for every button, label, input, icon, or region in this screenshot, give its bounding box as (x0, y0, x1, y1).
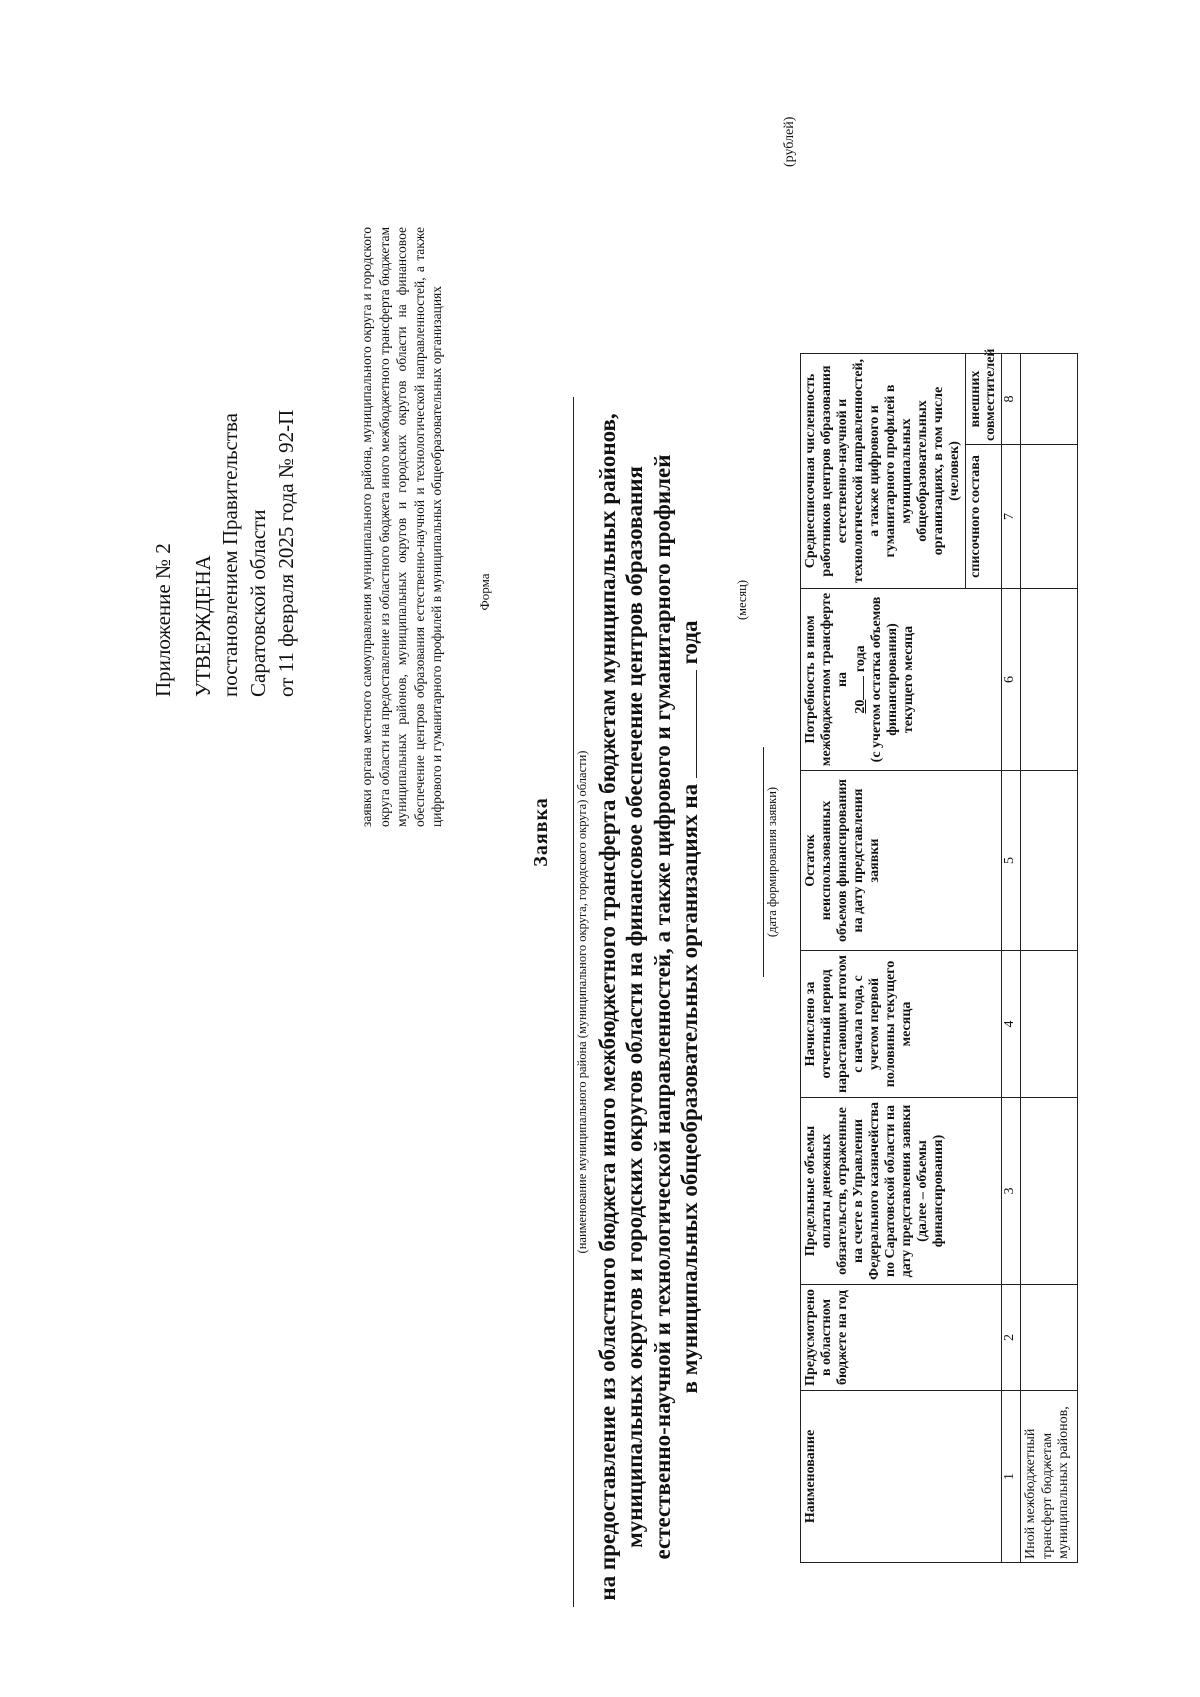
table-cell (1021, 1098, 1078, 1285)
heading-line-1: на предоставление из областного бюджета иного межбюджетного трансферта бюджетам муниципальных районов, (595, 413, 620, 1601)
table-cell (1021, 354, 1078, 445)
col-number: 3 (1002, 1098, 1021, 1285)
month-blank (678, 670, 697, 778)
header-need-part-b: (с учетом остатка объемов финансирования) текущего месяца (868, 596, 916, 763)
currency-note: (рублей) (782, 116, 797, 167)
heading-line-3: естественно-научной и технологической направленностей, а также цифрового и гуманитарного профилей (649, 454, 675, 1560)
header-need-year-blank (851, 676, 864, 700)
col-number: 7 (1002, 445, 1021, 589)
blank-margin-cell (801, 33, 1078, 354)
approved-label: УТВЕРЖДЕНА (190, 555, 215, 697)
table-header-row (801, 33, 966, 1563)
table-cell (1021, 1285, 1078, 1391)
col-number: 8 (1002, 354, 1021, 445)
header-need (801, 589, 1002, 771)
municipality-name-line (573, 397, 574, 1607)
row-label: Иной межбюджетный трансферт бюджетам муниципальных районов, (1021, 1391, 1078, 1563)
approval-line-2: Саратовской области (246, 509, 271, 697)
heading-line-4-start: в муниципальных общеобразовательных организациях на (677, 783, 703, 1394)
date-line (763, 747, 764, 977)
appendix-number: Приложение № 2 (151, 543, 175, 697)
header-external: внешних совместителей (965, 354, 1002, 445)
header-name: Наименование (801, 1391, 1002, 1563)
header-budget: Предусмотрено в областном бюджете на год (801, 1285, 1002, 1391)
table-cell (1021, 771, 1078, 951)
heading-line-2: муниципальных округов и городских округов области на финансовое обеспечение центров образования (622, 466, 648, 1548)
header-accrued: Начислено за отчетный период нарастающим итогом с начала года, с учетом первой половины текущего месяца (801, 951, 1002, 1098)
header-need-year-suffix: года (852, 645, 868, 673)
col-number: 2 (1002, 1285, 1021, 1391)
heading-line-4 (676, 377, 703, 1637)
col-number: 4 (1002, 951, 1021, 1098)
form-label: Форма (477, 573, 492, 611)
col-number: 5 (1002, 771, 1021, 951)
header-need-part-a: Потребность в ином межбюджетном трансферте на (803, 592, 850, 767)
table-cell (1021, 445, 1078, 589)
approval-line-3: от 11 февраля 2025 года № 92-П (273, 409, 298, 697)
approval-block (150, 410, 301, 697)
header-limits: Предельные объемы оплаты денежных обязательств, отраженные на счете в Управлении Федерального казначейства по Саратовской области на дату представления заявки (далее – объемы финансирования) (801, 1098, 1002, 1285)
header-need-year-prefix: 20 (852, 699, 868, 714)
month-caption: (месяц) (735, 579, 749, 621)
header-balance: Остаток неиспользованных объемов финансирования на дату представления заявки (801, 771, 1002, 951)
application-table (800, 33, 1078, 1564)
approval-line-1: постановлением Правительства (218, 412, 243, 697)
date-caption: (дата формирования заявки) (765, 786, 779, 938)
heading-line-4-end: года (677, 620, 703, 665)
form-description: заявки органа местного самоуправления муниципального района, муниципального округа и городского округа области на предоставление из областного бюджета иного межбюджетного трансферта бюджетам муниципальных районов, муниципальных округов и городских округов области на финансовое обеспечение центров образования естественно-научной и технологической направленностей, а также цифрового и гуманитарного профилей в муниципальных общеобразовательных организациях (359, 227, 445, 827)
table-cell (1021, 589, 1078, 771)
header-list-staff: списочного состава (965, 445, 1002, 589)
col-number: 6 (1002, 589, 1021, 771)
application-heading (594, 377, 703, 1637)
document-title: Заявка (530, 797, 552, 867)
header-headcount: Среднесписочная численность работников центров образования естественно-научной и технологической направленностей, а также цифрового и гуманитарного профилей в муниципальных общеобразовательных организациях, в том числе (человек) (801, 354, 966, 589)
col-number: 1 (1002, 1391, 1021, 1563)
table-cell (1021, 951, 1078, 1098)
municipality-name-caption: (наименование муниципального района (муниципального округа, городского округа) области) (575, 750, 589, 1254)
